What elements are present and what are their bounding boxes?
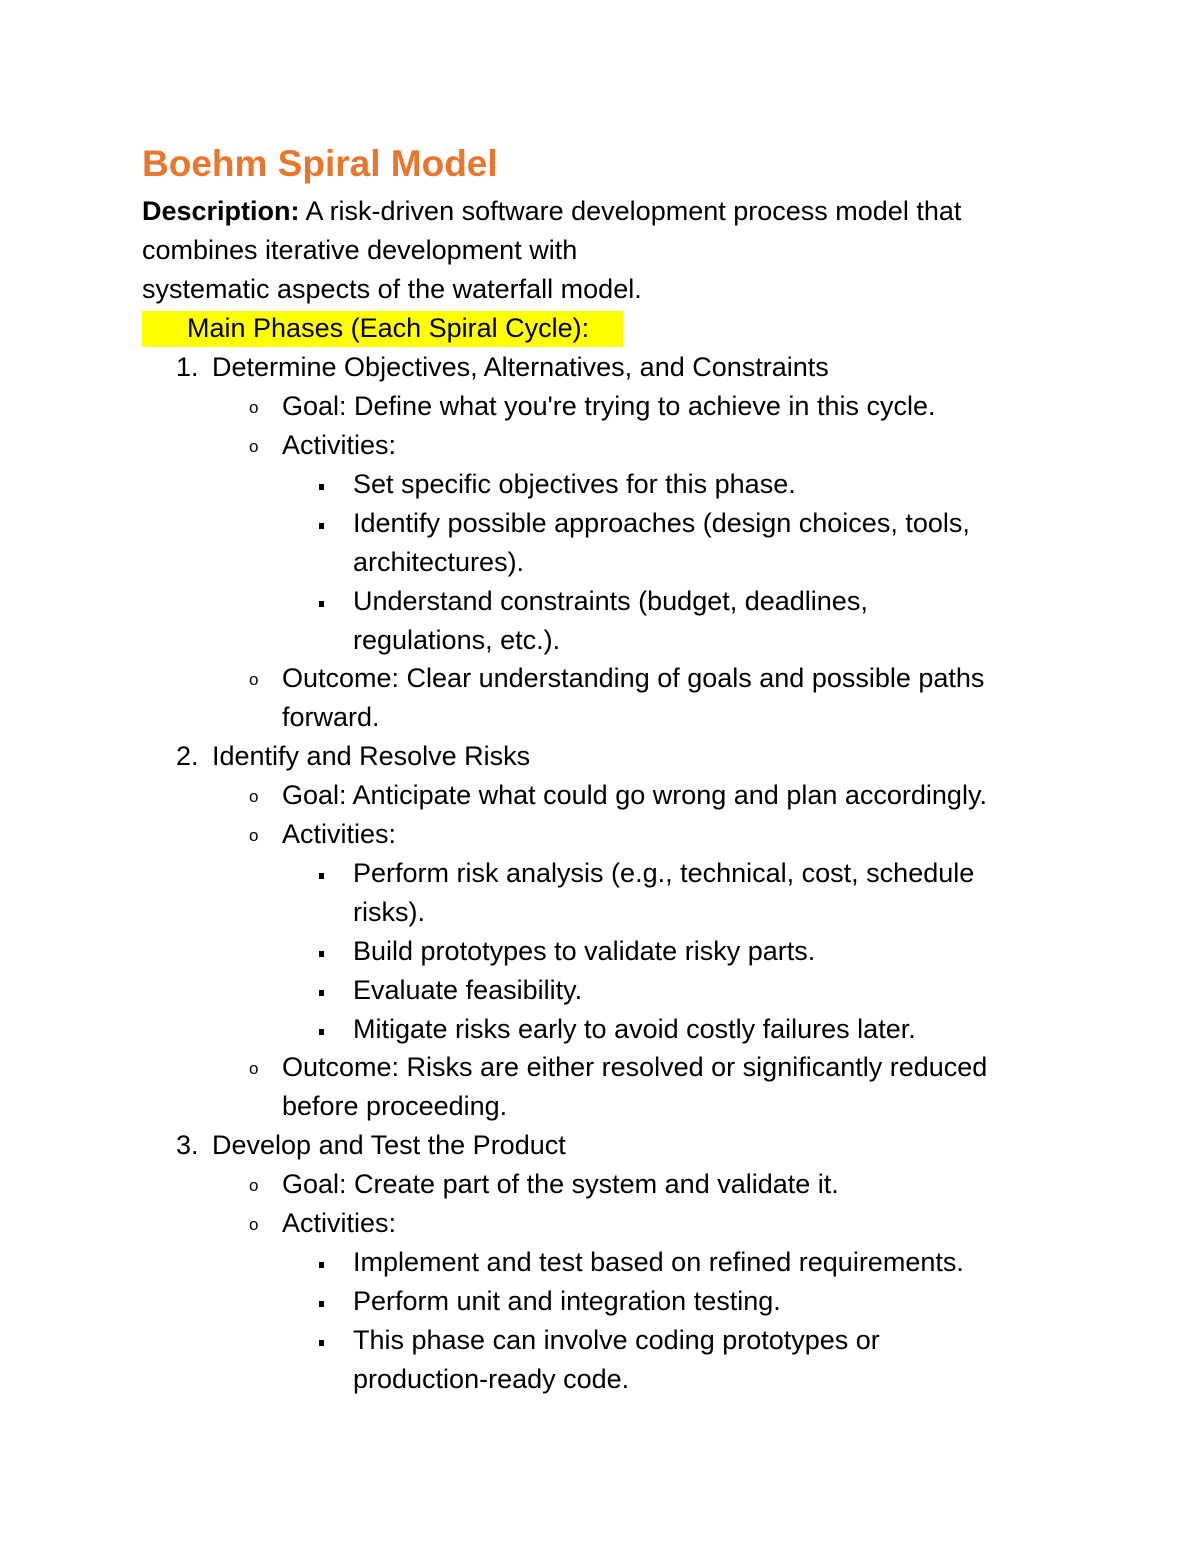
square-bullet-icon [319, 484, 324, 490]
phase-3-activity-1: Implement and test based on refined requirements. [353, 1247, 964, 1277]
circle-bullet-icon: o [249, 1176, 259, 1195]
phase-3-activity-2: Perform unit and integration testing. [353, 1286, 781, 1316]
phase-1-activity-3: Understand constraints (budget, deadlines, [353, 586, 868, 616]
circle-bullet-icon: o [249, 787, 259, 806]
phase-1-number: 1. [176, 352, 199, 382]
document-title: Boehm Spiral Model [142, 143, 498, 184]
phase-1-outcome-cont: forward. [282, 702, 380, 732]
phase-1-activities-label: Activities: [282, 430, 397, 460]
phase-1-activity-3-cont: regulations, etc.). [353, 625, 561, 655]
circle-bullet-icon: o [249, 826, 259, 845]
phase-2-outcome-cont: before proceeding. [282, 1091, 508, 1121]
phase-1-activity-1: Set specific objectives for this phase. [353, 469, 796, 499]
phase-2-goal: Goal: Anticipate what could go wrong and plan accordingly. [282, 780, 987, 810]
phase-3-goal: Goal: Create part of the system and validate it. [282, 1169, 839, 1199]
phase-3-activity-3: This phase can involve coding prototypes or [353, 1325, 880, 1355]
phase-3-title: Develop and Test the Product [212, 1130, 566, 1160]
square-bullet-icon [319, 523, 324, 529]
phase-1-activity-2: Identify possible approaches (design choices, tools, [353, 508, 970, 538]
phase-3-activities-label: Activities: [282, 1208, 397, 1238]
circle-bullet-icon: o [249, 1059, 259, 1078]
description-text-1: A risk-driven software development process model that [299, 196, 962, 226]
square-bullet-icon [319, 1301, 324, 1307]
phase-3-number: 3. [176, 1130, 199, 1160]
phase-1-goal: Goal: Define what you're trying to achieve in this cycle. [282, 391, 936, 421]
square-bullet-icon [319, 1029, 324, 1035]
description-line-1 [142, 194, 961, 228]
phase-2-title: Identify and Resolve Risks [212, 741, 531, 771]
square-bullet-icon [319, 1340, 324, 1346]
circle-bullet-icon: o [249, 1215, 259, 1234]
phase-1-title: Determine Objectives, Alternatives, and Constraints [212, 352, 829, 382]
phase-2-activity-3: Evaluate feasibility. [353, 975, 583, 1005]
phase-2-activities-label: Activities: [282, 819, 397, 849]
square-bullet-icon [319, 873, 324, 879]
phase-2-activity-2: Build prototypes to validate risky parts. [353, 936, 816, 966]
circle-bullet-icon: o [249, 670, 259, 689]
circle-bullet-icon: o [249, 437, 259, 456]
circle-bullet-icon: o [249, 398, 259, 417]
phases-heading: Main Phases (Each Spiral Cycle): [187, 313, 590, 343]
description-line-2: combines iterative development with [142, 235, 578, 265]
phase-1-activity-2-cont: architectures). [353, 547, 525, 577]
phase-3-activity-3-cont: production-ready code. [353, 1364, 630, 1394]
square-bullet-icon [319, 601, 324, 607]
phase-1-outcome: Outcome: Clear understanding of goals and possible paths [282, 663, 985, 693]
phase-2-activity-1: Perform risk analysis (e.g., technical, cost, schedule [353, 858, 975, 888]
phase-2-activity-4: Mitigate risks early to avoid costly failures later. [353, 1014, 916, 1044]
square-bullet-icon [319, 990, 324, 996]
phase-2-activity-1-cont: risks). [353, 897, 425, 927]
square-bullet-icon [319, 951, 324, 957]
phase-2-number: 2. [176, 741, 199, 771]
phase-2-outcome: Outcome: Risks are either resolved or significantly reduced [282, 1052, 988, 1082]
description-label: Description: [142, 196, 300, 226]
square-bullet-icon [319, 1262, 324, 1268]
description-line-3: systematic aspects of the waterfall model. [142, 274, 642, 304]
